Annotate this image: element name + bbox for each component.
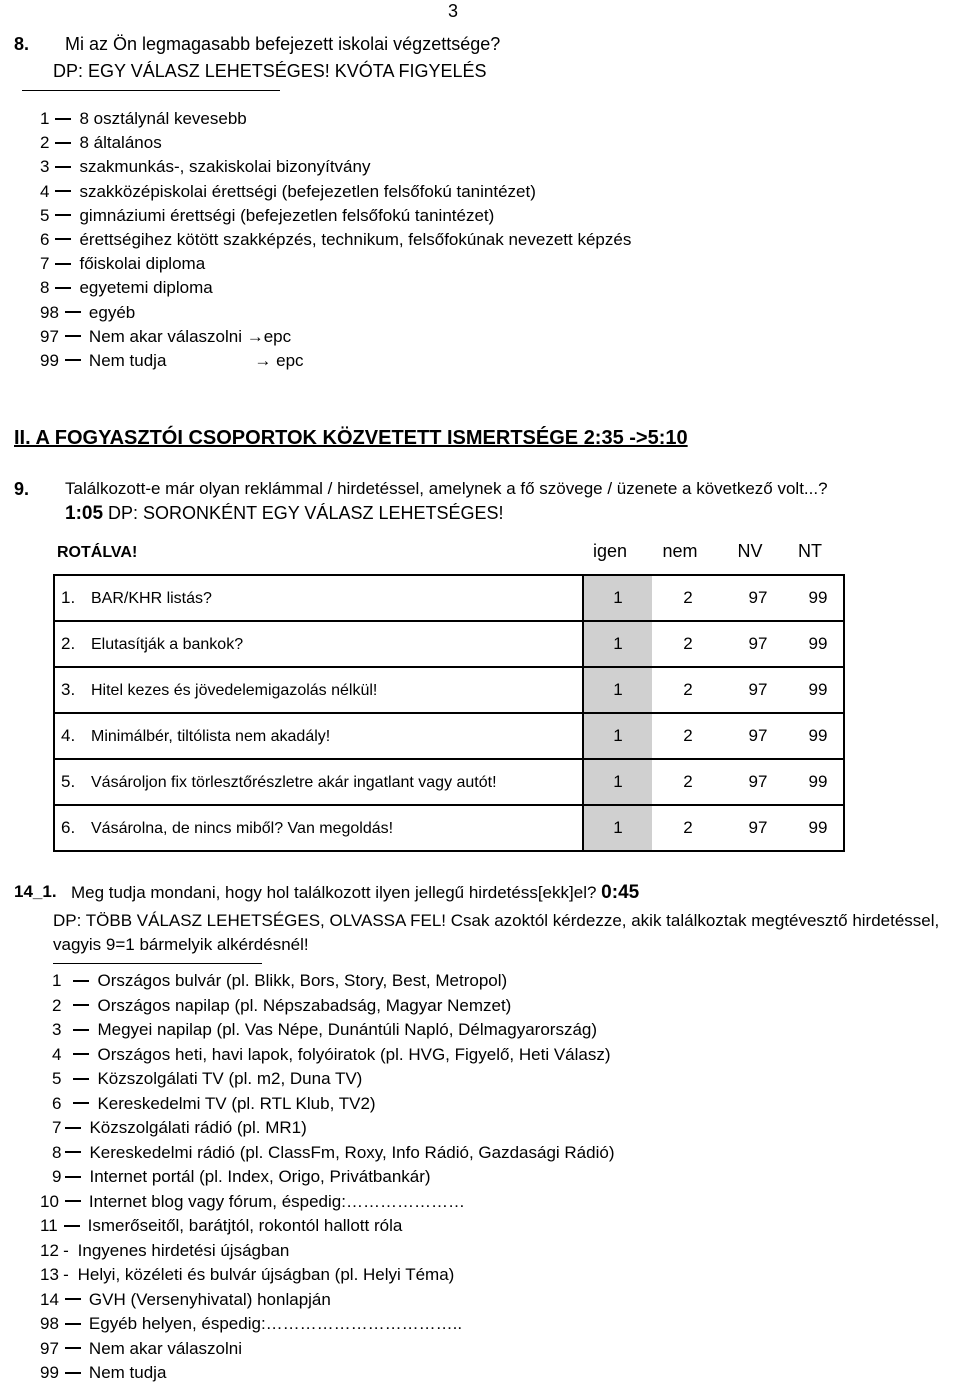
option-row[interactable]: 3 Megyei napilap (pl. Vas Népe, Dunántúli Napló, Délmagyarország) bbox=[52, 1020, 598, 1039]
dash-icon bbox=[55, 118, 71, 120]
answer-code[interactable]: 2 bbox=[683, 726, 693, 745]
dash-icon bbox=[55, 214, 71, 216]
option-row[interactable]: 2 8 általános bbox=[40, 133, 162, 153]
answer-code[interactable]: 2 bbox=[683, 634, 693, 653]
question-8-number: 8. bbox=[14, 34, 30, 54]
dash-icon bbox=[55, 142, 71, 144]
table-row: 5. Vásároljon fix törlesztőrészletre akár ingatlant vagy autót! 1 2 97 99 bbox=[54, 759, 844, 805]
answer-code[interactable]: 1 bbox=[613, 680, 623, 699]
option-row[interactable]: 6 érettségihez kötött szakképzés, technikum, felsőfokúnak nevezett képzés bbox=[40, 229, 632, 249]
option-row[interactable]: 8 Kereskedelmi rádió (pl. ClassFm, Roxy, Info Rádió, Gazdasági Rádió) bbox=[52, 1142, 615, 1162]
answer-code[interactable]: 97 bbox=[748, 726, 768, 745]
answer-code[interactable]: 2 bbox=[683, 588, 693, 607]
question-14-time: 0:45 bbox=[601, 882, 640, 903]
answer-code[interactable]: 99 bbox=[808, 680, 828, 699]
option-row[interactable]: 97 Nem akar válaszolni bbox=[40, 1338, 242, 1358]
option-row[interactable]: 99 Nem tudja → epc bbox=[40, 350, 304, 370]
option-row[interactable]: 5 gimnáziumi érettségi (befejezetlen felsőfokú tanintézet) bbox=[40, 205, 495, 225]
table-row: 3. Hitel kezes és jövedelemigazolás nélkül! 1 2 97 99 bbox=[54, 667, 844, 713]
arrow-right-icon: → bbox=[254, 350, 272, 370]
table-row: 2. Elutasítják a bankok? 1 2 97 99 bbox=[54, 621, 844, 667]
header-nv: NV bbox=[737, 541, 763, 561]
option-row[interactable]: 1 Országos bulvár (pl. Blikk, Bors, Story, Best, Metropol) bbox=[52, 971, 508, 990]
option-row[interactable]: 98 egyéb bbox=[40, 302, 136, 322]
arrow-right-icon: → bbox=[246, 326, 264, 346]
dash-icon bbox=[65, 311, 81, 313]
table-row: 4. Minimálbér, tiltólista nem akadály! 1 2 97 99 bbox=[54, 713, 844, 759]
answer-code[interactable]: 1 bbox=[613, 726, 623, 745]
question-8-instruction: DP: EGY VÁLASZ LEHETSÉGES! KVÓTA FIGYELÉS bbox=[53, 61, 487, 81]
answer-code[interactable]: 1 bbox=[613, 634, 623, 653]
option-row[interactable]: 3 szakmunkás-, szakiskolai bizonyítvány bbox=[40, 157, 371, 177]
option-row[interactable]: 4 szakközépiskolai érettségi (befejezetlen felsőfokú tanintézet) bbox=[40, 181, 536, 201]
question-9-time: 1:05 bbox=[65, 503, 104, 524]
dash-icon bbox=[55, 287, 71, 289]
question-14-options bbox=[40, 969, 614, 1386]
answer-code[interactable]: 2 bbox=[683, 680, 693, 699]
option-row[interactable]: 8 egyetemi diploma bbox=[40, 278, 213, 298]
dash-icon bbox=[55, 190, 71, 192]
answer-code[interactable]: 1 bbox=[613, 772, 623, 791]
header-igen: igen bbox=[592, 541, 628, 561]
answer-code[interactable]: 99 bbox=[808, 634, 828, 653]
question-9-instruction: 1:05 DP: SORONKÉNT EGY VÁLASZ LEHETSÉGES! bbox=[65, 503, 504, 524]
option-row[interactable]: 14 GVH (Versenyhivatal) honlapján bbox=[40, 1289, 331, 1309]
option-row[interactable]: 11 Ismerőseitől, barátjtól, rokontól hallott róla bbox=[40, 1216, 403, 1235]
option-row[interactable]: 7 Közszolgálati rádió (pl. MR1) bbox=[52, 1118, 307, 1137]
option-row[interactable]: 97 Nem akar válaszolni →epc bbox=[40, 326, 292, 346]
divider bbox=[53, 963, 262, 964]
question-14-instruction: DP: TÖBB VÁLASZ LEHETSÉGES, OLVASSA FEL! Csak azoktól kérdezze, akik találkoztak megtévesztő hirdetéssel, vagyis 9=1 bármelyik alkérdésnél! bbox=[53, 911, 940, 954]
header-nem: nem bbox=[662, 541, 698, 561]
option-row[interactable]: 99 Nem tudja bbox=[40, 1363, 167, 1382]
answer-code[interactable]: 1 bbox=[613, 818, 623, 837]
section-title: II. A FOGYASZTÓI CSOPORTOK KÖZVETETT ISMERTSÉGE 2:35 ->5:10 bbox=[14, 427, 688, 449]
question-9-number: 9. bbox=[14, 479, 30, 499]
dash-icon bbox=[55, 166, 71, 168]
option-row[interactable]: 12 - Ingyenes hirdetési újságban bbox=[40, 1240, 290, 1260]
answer-code[interactable]: 99 bbox=[808, 588, 828, 607]
dash-icon bbox=[65, 335, 81, 337]
answer-code[interactable]: 99 bbox=[808, 818, 828, 837]
question-8-text: Mi az Ön legmagasabb befejezett iskolai végzettsége? bbox=[65, 34, 501, 54]
page-number: 3 bbox=[448, 1, 459, 21]
answer-code[interactable]: 99 bbox=[808, 726, 828, 745]
question-14-text: Meg tudja mondani, hogy hol találkozott ilyen jellegű hirdetéss[ekk]el? 0:45 bbox=[71, 882, 640, 903]
answer-code[interactable]: 2 bbox=[683, 818, 693, 837]
answer-code[interactable]: 99 bbox=[808, 772, 828, 791]
option-row[interactable]: 13 - Helyi, közéleti és bulvár újságban (pl. Helyi Téma) bbox=[40, 1265, 455, 1284]
answer-code[interactable]: 97 bbox=[748, 634, 768, 653]
option-row[interactable]: 9 Internet portál (pl. Index, Origo, Privátbankár) bbox=[52, 1167, 431, 1186]
option-row[interactable]: 7 főiskolai diploma bbox=[40, 254, 206, 274]
option-row[interactable]: 2 Országos napilap (pl. Népszabadság, Magyar Nemzet) bbox=[52, 995, 512, 1015]
header-nt: NT bbox=[798, 541, 822, 561]
table-row: 1. BAR/KHR listás? 1 2 97 99 bbox=[54, 575, 844, 621]
answer-code[interactable]: 1 bbox=[613, 588, 623, 607]
answer-code[interactable]: 97 bbox=[748, 680, 768, 699]
option-row[interactable]: 98 Egyéb helyen, éspedig:…………………………….. bbox=[40, 1314, 463, 1333]
answer-code[interactable]: 2 bbox=[683, 772, 693, 791]
divider bbox=[22, 90, 280, 91]
question-14-number: 14_1. bbox=[14, 882, 57, 901]
answer-code[interactable]: 97 bbox=[748, 588, 768, 607]
table-row: 6. Vásárolna, de nincs miből? Van megoldás! 1 2 97 99 bbox=[54, 805, 844, 851]
dash-icon bbox=[55, 263, 71, 265]
option-row[interactable]: 5 Közszolgálati TV (pl. m2, Duna TV) bbox=[52, 1069, 363, 1088]
dash-icon bbox=[55, 238, 71, 240]
question-8-options bbox=[40, 107, 631, 373]
option-row[interactable]: 4 Országos heti, havi lapok, folyóiratok (pl. HVG, Figyelő, Heti Válasz) bbox=[52, 1044, 611, 1064]
option-row[interactable]: 1 8 osztálynál kevesebb bbox=[40, 109, 247, 128]
dash-icon bbox=[65, 359, 81, 361]
question-9-text: Találkozott-e már olyan reklámmal / hirdetéssel, amelynek a fő szövege / üzenete a következő volt...? bbox=[65, 479, 828, 498]
rotate-note: ROTÁLVA! bbox=[57, 544, 138, 561]
question-9-table bbox=[53, 574, 845, 852]
option-row[interactable]: 6 Kereskedelmi TV (pl. RTL Klub, TV2) bbox=[52, 1093, 376, 1113]
answer-code[interactable]: 97 bbox=[748, 772, 768, 791]
option-row[interactable]: 10 Internet blog vagy fórum, éspedig:………………… bbox=[40, 1191, 465, 1211]
answer-code[interactable]: 97 bbox=[748, 818, 768, 837]
